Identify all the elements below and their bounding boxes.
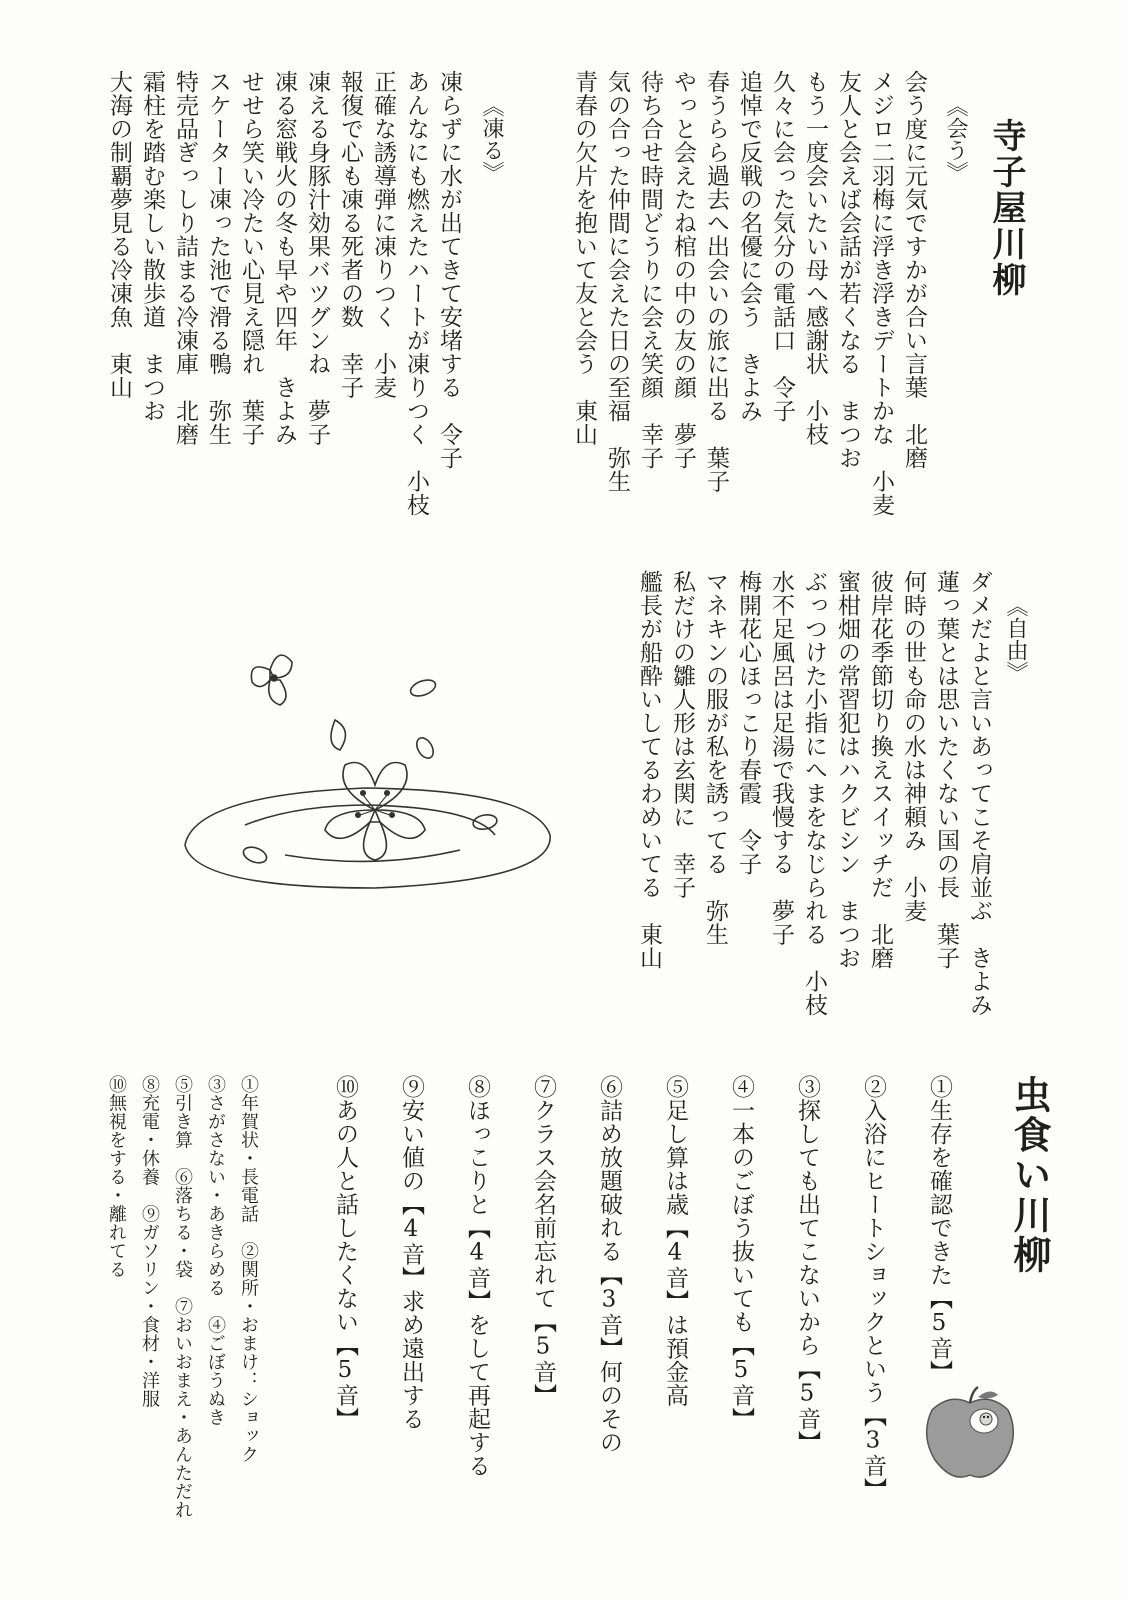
- jiyuu-heading: 《自由》: [1003, 595, 1028, 683]
- mushikui-question: ⑦クラス会名前忘れて【5音】: [530, 1075, 556, 1407]
- kooru-poem-line: 大海の制覇夢見る冷凍魚 東山: [106, 70, 132, 399]
- mushikui-title: 虫食い川柳: [1007, 1075, 1051, 1275]
- mushikui-answer: ①年賀状・長電話 ②関所・おまけ：ショック: [238, 1075, 259, 1464]
- kooru-poems: [102, 70, 465, 520]
- mushikui-answer: ⑧充電・休養 ⑨ガソリン・食材・洋服: [139, 1075, 160, 1408]
- kooru-poem-line: せせら笑い冷たい心見え隠れ 葉子: [238, 70, 264, 446]
- jiyuu-poem-line: ぶっつけた小指にへまをなじられる 小枝: [801, 570, 827, 1017]
- au-poem-line: 追悼で反戦の名優に会う きよみ: [736, 70, 762, 423]
- apple-worm-illustration: [920, 1385, 1020, 1485]
- mushikui-question: ④一本のごぼう抜いても【5音】: [728, 1075, 754, 1431]
- mushikui-answers: [100, 1075, 265, 1519]
- jiyuu-poem-line: ダメだよと言いあってこそ肩並ぶ きよみ: [966, 570, 992, 1017]
- mushikui-question: ②入浴にヒートショックという【3音】: [860, 1075, 886, 1501]
- kooru-poem-line: スケーター凍った池で滑る鴨 弥生: [205, 70, 231, 446]
- falling-blossom: [251, 655, 292, 705]
- mushikui-question: ⑧ほっこりと【4音】をして再起する: [464, 1075, 490, 1478]
- mushikui-answer: ⑤引き算 ⑥落ちる・袋 ⑦おいおまえ・あんただれ: [172, 1075, 193, 1519]
- au-poem-line: 気の合った仲間に会えた日の至福 弥生: [604, 70, 630, 493]
- jiyuu-poem-line: 艦長が船酔いしてるわめいてる 東山: [636, 570, 662, 970]
- au-poem-line: やっと会えたね棺の中の友の顔 夢子: [670, 70, 696, 470]
- kooru-poem-line: 凍る窓戦火の冬も早や四年 きよみ: [271, 70, 297, 446]
- mushikui-question: ⑤足し算は歳【4音】は預金高: [662, 1075, 688, 1407]
- au-poem-line: 青春の欠片を抱いて友と会う 東山: [571, 70, 597, 446]
- terakoya-title: 寺子屋川柳: [986, 118, 1026, 298]
- au-heading: 《会う》: [943, 95, 968, 183]
- au-poems: [567, 70, 930, 520]
- jiyuu-poems: [632, 570, 995, 1017]
- kooru-poem-line: 特売品ぎっしり詰まる冷凍庫 北磨: [172, 70, 198, 446]
- mushikui-question: ⑥詰め放題破れる【3音】何のその: [596, 1075, 622, 1454]
- kooru-poem-line: 報復で心も凍る死者の数 幸子: [337, 70, 363, 399]
- petal: [241, 844, 268, 865]
- jiyuu-poem-line: 水不足風呂は足湯で我慢する 夢子: [768, 570, 794, 946]
- jiyuu-poem-line: 何時の世も命の水は神頼み 小麦: [900, 570, 926, 923]
- petal: [413, 735, 436, 761]
- au-poem-line: 友人と会えば会話が若くなる まつお: [835, 70, 861, 470]
- mushikui-question: ⑩あの人と話したくない【5音】: [332, 1075, 358, 1431]
- kooru-heading: 《凍る》: [479, 95, 504, 183]
- au-poem-line: もう一度会いたい母へ感謝状 小枝: [802, 70, 828, 446]
- petal: [331, 720, 345, 750]
- au-poem-line: メジロ二羽梅に浮き浮きデートかな 小麦: [868, 70, 894, 517]
- floating-blossom: [325, 763, 425, 861]
- mushikui-question: ③探しても出てこないから【5音】: [794, 1075, 820, 1454]
- jiyuu-poem-line: 梅開花心ほっこり春霞 令子: [735, 570, 761, 876]
- kooru-poem-line: 霜柱を踏む楽しい散歩道 まつお: [139, 70, 165, 423]
- kooru-poem-line: 凍える身豚汁効果バツグンね 夢子: [304, 70, 330, 446]
- mushikui-questions: [312, 1075, 972, 1501]
- kooru-poem-line: 正確な誘導弾に凍りつく 小麦: [370, 70, 396, 399]
- kooru-poem-line: あんなにも燃えたハートが凍りつく 小枝: [403, 70, 429, 517]
- mushikui-answer: ③さがさない・あきらめる ④ごぼうぬき: [205, 1075, 226, 1427]
- mushikui-answer: ⑩無視をする・離れてる: [106, 1075, 127, 1279]
- jiyuu-poem-line: マネキンの服が私を誘ってる 弥生: [702, 570, 728, 946]
- kooru-poem-line: 凍らずに水が出てきて安堵する 令子: [436, 70, 462, 470]
- worm-icon: [980, 1413, 992, 1425]
- sakura-illustration: [175, 630, 575, 930]
- petal: [408, 677, 437, 699]
- jiyuu-poem-line: 彼岸花季節切り換えスイッチだ 北磨: [867, 570, 893, 970]
- jiyuu-poem-line: 蜜柑畑の常習犯はハクビシン まつお: [834, 570, 860, 970]
- au-poem-line: 春うらら過去へ出会いの旅に出る 葉子: [703, 70, 729, 493]
- mushikui-question: ①生存を確認できた【5音】: [926, 1075, 952, 1384]
- jiyuu-poem-line: 蓮っ葉とは思いたくない国の長 葉子: [933, 570, 959, 970]
- au-poem-line: 待ち合せ時間どうりに会え笑顔 幸子: [637, 70, 663, 470]
- au-poem-line: 会う度に元気ですかが合い言葉 北磨: [901, 70, 927, 470]
- mushikui-question: ⑨安い値の【4音】求め遠出する: [398, 1075, 424, 1431]
- jiyuu-poem-line: 私だけの雛人形は玄関に 幸子: [669, 570, 695, 899]
- au-poem-line: 久々に会った気分の電話口 令子: [769, 70, 795, 423]
